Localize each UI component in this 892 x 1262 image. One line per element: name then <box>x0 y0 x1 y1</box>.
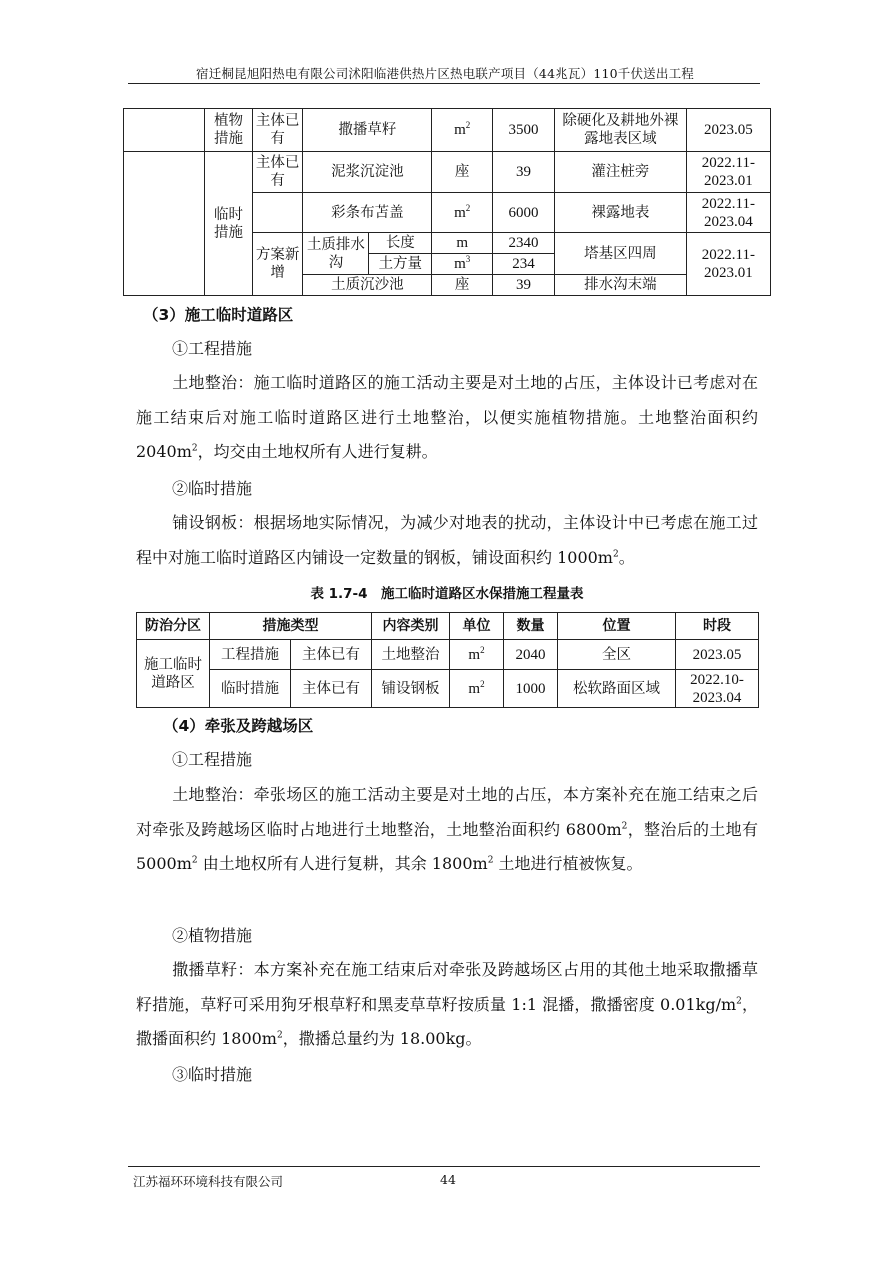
table-cell: 主体已有 <box>291 640 372 670</box>
header-cell: 防治分区 <box>137 613 210 640</box>
table-cell: 土地整治 <box>372 640 450 670</box>
table-row <box>137 640 759 670</box>
table-cell: 2022.10-2023.04 <box>676 670 759 708</box>
header-cell: 数量 <box>504 613 558 640</box>
table-cell: m <box>432 233 493 254</box>
table-cell: $m^2$ <box>450 670 504 708</box>
table-cell: $m^2$ <box>450 640 504 670</box>
table-caption: 表 1.7-4 施工临时道路区水保措施工程量表 <box>310 586 584 602</box>
header-cell: 内容类别 <box>372 613 450 640</box>
header-cell: 时段 <box>676 613 759 640</box>
table-cell: 2023.05 <box>686 109 770 152</box>
section-4-sub-3: ③临时措施 <box>172 1065 253 1084</box>
table-cell: 裸露地表 <box>554 193 686 233</box>
table-cell <box>124 152 205 296</box>
table-cell: 2040 <box>504 640 558 670</box>
section-3-paragraph-2: 铺设钢板：根据场地实际情况，为减少对地表的扰动，主体设计中已考虑在施工过程中对施工临时道路区内铺设一定数量的钢板，铺设面积约 $1000m^2$。 <box>136 513 758 567</box>
table-cell: 全区 <box>558 640 676 670</box>
table-cell: 撒播草籽 <box>303 109 432 152</box>
table-cell: 39 <box>493 152 555 193</box>
table-cell: 泥浆沉淀池 <box>303 152 432 193</box>
section-3-heading: （3）施工临时道路区 <box>143 306 294 324</box>
section-3-sub-1: ①工程措施 <box>172 339 253 358</box>
table-cell: 排水沟末端 <box>554 275 686 296</box>
table-cell: 座 <box>432 152 493 193</box>
table-cell: 临时措施 <box>205 152 253 296</box>
table-cell: 除硬化及耕地外裸露地表区域 <box>554 109 686 152</box>
table-cell: 39 <box>493 275 555 296</box>
page-header-title: 宿迁桐昆旭阳热电有限公司沭阳临港供热片区热电联产项目（44兆瓦）110千伏送出工程 <box>196 66 694 81</box>
table-cell: 植物措施 <box>205 109 253 152</box>
table-cell: 土质排水沟 <box>303 233 369 275</box>
table-row <box>124 109 771 152</box>
table-cell: 234 <box>493 254 555 275</box>
table-cell: 临时措施 <box>210 670 291 708</box>
section-3-paragraph-1: 土地整治：施工临时道路区的施工活动主要是对土地的占压，主体设计已考虑对在施工结束后对施工临时道路区进行土地整治，以便实施植物措施。土地整治面积约 $2040m^2$，均交由土地权所有人进行复耕。 <box>136 373 758 461</box>
header-rule <box>128 83 760 84</box>
table-cell: 彩条布苫盖 <box>303 193 432 233</box>
measures-table-continued <box>123 108 771 296</box>
table-cell: 土质沉沙池 <box>303 275 432 296</box>
section-4-sub-2: ②植物措施 <box>172 926 253 945</box>
table-cell: 2340 <box>493 233 555 254</box>
section-3-sub-2: ②临时措施 <box>172 479 253 498</box>
table-cell: 工程措施 <box>210 640 291 670</box>
table-cell: 3500 <box>493 109 555 152</box>
section-4-paragraph-1: 土地整治：牵张场区的施工活动主要是对土地的占压，本方案补充在施工结束之后对牵张及跨越场区临时占地进行土地整治，土地整治面积约 $6800m^2$，整治后的土地有 $5000m^2$ 由土地权所有人进行复耕，其余 $1800m^2$ 土地进行植被恢复。 <box>136 785 758 873</box>
header-cell: 单位 <box>450 613 504 640</box>
table-cell <box>124 109 205 152</box>
table-cell: 松软路面区域 <box>558 670 676 708</box>
table-cell: 1000 <box>504 670 558 708</box>
table-cell: 主体已有 <box>252 109 303 152</box>
table-cell: 土方量 <box>369 254 432 275</box>
table-cell: 主体已有 <box>291 670 372 708</box>
footer-company: 江苏福环环境科技有限公司 <box>133 1174 284 1189</box>
table-cell: 6000 <box>493 193 555 233</box>
section-4-paragraph-2: 撒播草籽：本方案补充在施工结束后对牵张及跨越场区占用的其他土地采取撒播草籽措施，草籽可采用狗牙根草籽和黑麦草草籽按质量 1:1 混播，撒播密度 $0.01kg/m^2$，撒播面积约 $1800m^2$，撒播总量约为 18.00kg。 <box>136 960 758 1048</box>
table-cell: $m^2$ <box>432 193 493 233</box>
table-cell: 2022.11-2023.01 <box>686 152 770 193</box>
table-cell: 塔基区四周 <box>554 233 686 275</box>
temporary-road-measures-table <box>136 612 759 708</box>
table-cell: 2022.11-2023.01 <box>686 233 770 296</box>
section-4-sub-1: ①工程措施 <box>172 750 253 769</box>
table-header-row <box>137 613 759 640</box>
table-row <box>137 670 759 708</box>
table-cell: 铺设钢板 <box>372 670 450 708</box>
table-row <box>124 152 771 193</box>
table-cell: 2023.05 <box>676 640 759 670</box>
table-cell <box>252 193 303 233</box>
table-cell: 2022.11-2023.04 <box>686 193 770 233</box>
table-cell: 方案新增 <box>252 233 303 296</box>
header-cell: 措施类型 <box>210 613 372 640</box>
footer-rule <box>128 1166 760 1167</box>
table-cell: 施工临时道路区 <box>137 640 210 708</box>
table-cell: 主体已有 <box>252 152 303 193</box>
table-cell: $m^3$ <box>432 254 493 275</box>
table-cell: 长度 <box>369 233 432 254</box>
table-cell: $m^2$ <box>432 109 493 152</box>
table-cell: 座 <box>432 275 493 296</box>
header-cell: 位置 <box>558 613 676 640</box>
page-number: 44 <box>440 1172 456 1187</box>
table-cell: 灌注桩旁 <box>554 152 686 193</box>
section-4-heading: （4）牵张及跨越场区 <box>163 717 314 735</box>
